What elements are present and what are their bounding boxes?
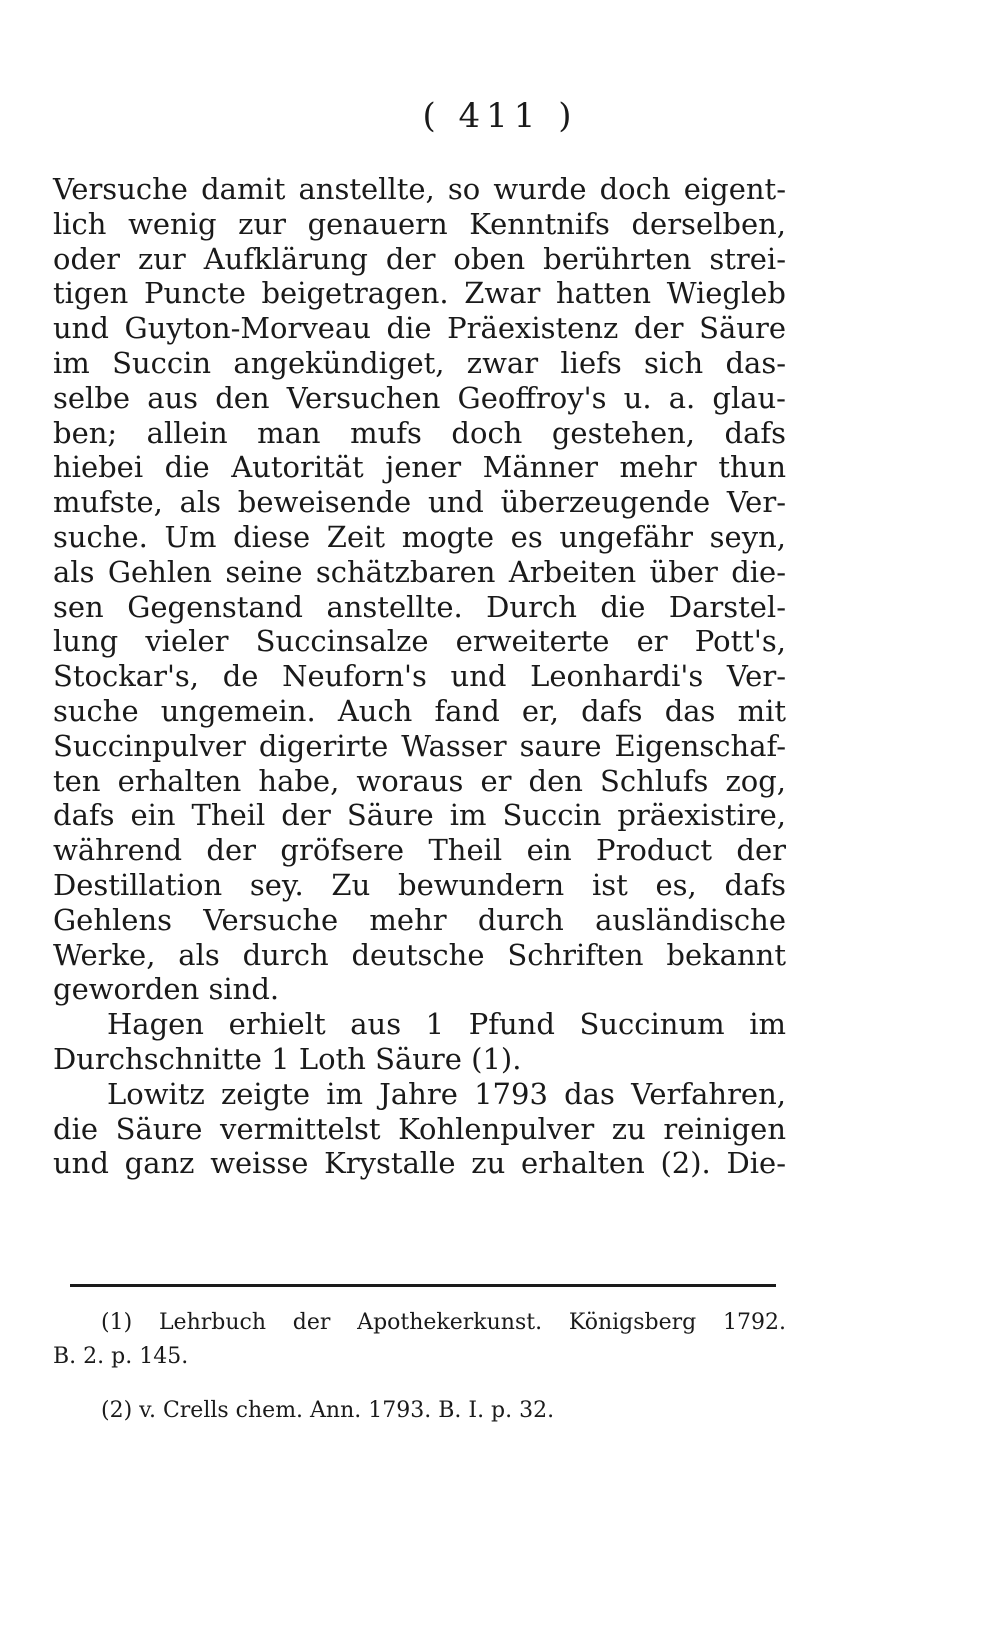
text-line: hiebei die Autorität jener Männer mehr thun: [53, 450, 786, 485]
text-line: sen Gegenstand anstellte. Durch die Darstel-: [53, 589, 786, 624]
footnote-divider: [70, 1284, 776, 1287]
text-line: Versuche damit anstellte, so wurde doch eigent-: [53, 172, 786, 206]
text-line: und ganz weisse Krystalle zu erhalten (2). Die-: [53, 1146, 786, 1181]
footnotes: [53, 1306, 786, 1428]
text-line: Hagen erhielt aus 1 Pfund Succinum im: [107, 1007, 786, 1042]
text-line: Lowitz zeigte im Jahre 1793 das Verfahren,: [107, 1076, 786, 1111]
text-line: mufste, als beweisende und überzeugende Ver-: [53, 485, 786, 520]
footnote-2: (2) v. Crells chem. Ann. 1793. B. I. p. 32.: [101, 1398, 555, 1423]
body-text: [53, 172, 786, 1181]
text-line: Stockar's, de Neuforn's und Leonhardi's Ver-: [53, 659, 786, 694]
text-line: suche ungemein. Auch fand er, dafs das mit: [53, 693, 786, 728]
text-line: lich wenig zur genauern Kenntnifs derselben,: [53, 206, 786, 241]
text-line: tigen Puncte beigetragen. Zwar hatten Wiegleb: [53, 276, 786, 311]
footnote-spacer: [53, 1374, 786, 1394]
text-line: selbe aus den Versuchen Geoffroy's u. a. glau-: [53, 380, 786, 415]
page-number: ( 411 ): [422, 96, 578, 136]
text-line: suche. Um diese Zeit mogte es ungefähr seyn,: [53, 519, 786, 554]
text-line: und Guyton-Morveau die Präexistenz der Säure: [53, 311, 786, 346]
text-line: während der gröfsere Theil ein Product der: [53, 833, 786, 868]
text-line: Succinpulver digerirte Wasser saure Eigenschaf-: [53, 728, 786, 763]
text-line: dafs ein Theil der Säure im Succin präexistire,: [53, 798, 786, 833]
text-line: ben; allein man mufs doch gestehen, dafs: [53, 415, 786, 450]
text-line: die Säure vermittelst Kohlenpulver zu reinigen: [53, 1111, 786, 1146]
text-line: geworden sind.: [53, 972, 280, 1007]
footnote-1-continued: B. 2. p. 145.: [53, 1344, 189, 1369]
text-line: Gehlens Versuche mehr durch ausländische: [53, 902, 786, 937]
text-line: im Succin angekündiget, zwar liefs sich das-: [53, 345, 786, 380]
text-line: ten erhalten habe, woraus er den Schlufs zog,: [53, 763, 786, 798]
text-line: Werke, als durch deutsche Schriften bekannt: [53, 937, 786, 972]
text-line: Durchschnitte 1 Loth Säure (1).: [53, 1041, 522, 1076]
text-line: lung vieler Succinsalze erweiterte er Pott's,: [53, 624, 786, 659]
footnote-1: (1) Lehrbuch der Apothekerkunst. Königsberg 1792.: [101, 1310, 786, 1335]
text-line: als Gehlen seine schätzbaren Arbeiten über die-: [53, 554, 786, 589]
text-line: Destillation sey. Zu bewundern ist es, dafs: [53, 867, 786, 902]
text-line: oder zur Aufklärung der oben berührten strei-: [53, 241, 786, 276]
